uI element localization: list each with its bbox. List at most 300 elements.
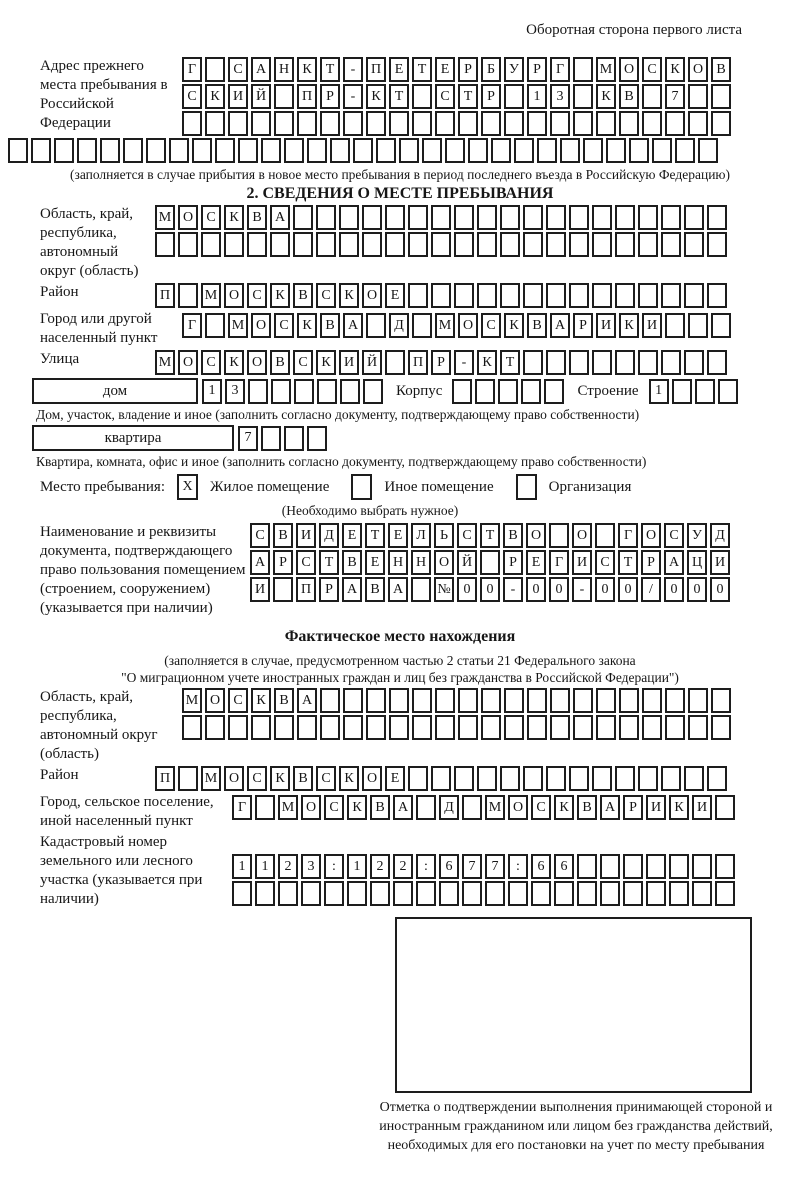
- char-cell: П: [408, 350, 428, 375]
- char-cell: Л: [411, 523, 431, 548]
- char-cell: [615, 766, 635, 791]
- char-cell: О: [572, 523, 592, 548]
- char-cell: Г: [182, 313, 202, 338]
- char-cell: [592, 766, 612, 791]
- gorod-label: Город или другой населенный пункт: [40, 311, 158, 346]
- char-cell: [684, 283, 704, 308]
- char-cell: [477, 766, 497, 791]
- fact-oblast-row-1[interactable]: [182, 688, 734, 713]
- char-cell: [251, 715, 271, 740]
- char-cell: [389, 688, 409, 713]
- prev-address-row-4[interactable]: [0, 138, 800, 163]
- char-cell: С: [247, 766, 267, 791]
- char-cell: [366, 715, 386, 740]
- char-cell: [320, 715, 340, 740]
- char-cell: [695, 379, 715, 404]
- char-cell: [523, 232, 543, 257]
- prev-address-row-2[interactable]: [182, 84, 734, 109]
- char-cell: [389, 715, 409, 740]
- char-cell: А: [600, 795, 620, 820]
- char-cell: В: [370, 795, 390, 820]
- char-cell: С: [274, 313, 294, 338]
- char-cell: [642, 715, 662, 740]
- prev-address-row-1[interactable]: [182, 57, 734, 82]
- char-cell: [339, 205, 359, 230]
- char-cell: [481, 715, 501, 740]
- doc-rows: [250, 523, 733, 602]
- char-cell: Т: [458, 84, 478, 109]
- char-cell: К: [504, 313, 524, 338]
- char-cell: [274, 84, 294, 109]
- char-cell: [454, 283, 474, 308]
- char-cell: 0: [595, 577, 615, 602]
- char-cell: [592, 205, 612, 230]
- char-cell: [715, 881, 735, 906]
- char-cell: А: [297, 688, 317, 713]
- char-cell: [408, 232, 428, 257]
- fact-gorod-block: [40, 793, 800, 831]
- char-cell: [573, 688, 593, 713]
- char-cell: С: [316, 766, 336, 791]
- char-cell: [546, 205, 566, 230]
- char-cell: [661, 350, 681, 375]
- char-cell: Р: [431, 350, 451, 375]
- char-cell: -: [503, 577, 523, 602]
- char-cell: Ь: [434, 523, 454, 548]
- char-cell: [646, 881, 666, 906]
- char-cell: 0: [618, 577, 638, 602]
- char-cell: Б: [481, 57, 501, 82]
- char-cell: С: [642, 57, 662, 82]
- char-cell: [661, 283, 681, 308]
- char-cell: С: [316, 283, 336, 308]
- char-cell: [661, 205, 681, 230]
- char-cell: [711, 688, 731, 713]
- char-cell: К: [339, 766, 359, 791]
- doc-row-3[interactable]: [250, 577, 733, 602]
- mesto-option-zhiloe-checkbox[interactable]: X: [177, 474, 198, 500]
- char-cell: Й: [362, 350, 382, 375]
- char-cell: [546, 283, 566, 308]
- char-cell: [205, 57, 225, 82]
- char-cell: №: [434, 577, 454, 602]
- fact-oblast-rows: [182, 688, 734, 740]
- char-cell: Й: [251, 84, 271, 109]
- char-cell: [475, 379, 495, 404]
- char-cell: [271, 379, 291, 404]
- char-cell: К: [366, 84, 386, 109]
- prev-address-label: Адрес прежнего места пребывания в Российской Федерации: [40, 58, 168, 131]
- char-cell: [408, 766, 428, 791]
- char-cell: К: [347, 795, 367, 820]
- char-cell: [549, 523, 569, 548]
- char-cell: [711, 313, 731, 338]
- char-cell: Г: [549, 550, 569, 575]
- char-cell: [711, 84, 731, 109]
- char-cell: С: [435, 84, 455, 109]
- char-cell: Е: [342, 523, 362, 548]
- char-cell: 6: [531, 854, 551, 879]
- char-cell: И: [710, 550, 730, 575]
- kadastr-row-2[interactable]: [232, 881, 738, 906]
- char-cell: [600, 881, 620, 906]
- char-cell: [468, 138, 488, 163]
- char-cell: [232, 881, 252, 906]
- char-cell: [431, 283, 451, 308]
- char-cell: [182, 111, 202, 136]
- char-cell: Р: [481, 84, 501, 109]
- char-cell: [317, 379, 337, 404]
- char-cell: О: [205, 688, 225, 713]
- dom-cells[interactable]: [202, 379, 386, 404]
- char-cell: Р: [273, 550, 293, 575]
- char-cell: [458, 688, 478, 713]
- char-cell: [100, 138, 120, 163]
- char-cell: Р: [320, 84, 340, 109]
- char-cell: [596, 688, 616, 713]
- char-cell: Р: [458, 57, 478, 82]
- char-cell: Г: [550, 57, 570, 82]
- char-cell: [248, 379, 268, 404]
- char-cell: С: [228, 688, 248, 713]
- char-cell: [228, 111, 248, 136]
- kadastr-row-1[interactable]: [232, 854, 738, 879]
- char-cell: [554, 881, 574, 906]
- char-cell: [615, 232, 635, 257]
- char-cell: Ц: [687, 550, 707, 575]
- char-cell: [491, 138, 511, 163]
- char-cell: [665, 111, 685, 136]
- prev-address-block: [40, 57, 800, 136]
- fact-raion-label: Район: [40, 767, 79, 783]
- char-cell: П: [155, 283, 175, 308]
- char-cell: [684, 232, 704, 257]
- char-cell: [366, 313, 386, 338]
- char-cell: [340, 379, 360, 404]
- char-cell: 7: [485, 854, 505, 879]
- fact-oblast-label: Область, край, республика, автономный округ (область): [40, 689, 158, 762]
- mesto-option-inoe-checkbox[interactable]: [351, 474, 372, 500]
- char-cell: [408, 205, 428, 230]
- char-cell: В: [711, 57, 731, 82]
- char-cell: [675, 138, 695, 163]
- char-cell: О: [362, 766, 382, 791]
- char-cell: С: [293, 350, 313, 375]
- char-cell: [412, 688, 432, 713]
- char-cell: [569, 283, 589, 308]
- char-cell: [692, 854, 712, 879]
- char-cell: [508, 881, 528, 906]
- korpus-label: Корпус: [396, 382, 443, 399]
- doc-label: Наименование и реквизиты документа, подтверждающего право пользования помещением (строением, сооружением) (указывается при наличии): [40, 524, 246, 616]
- char-cell: 0: [526, 577, 546, 602]
- char-cell: [606, 138, 626, 163]
- char-cell: 0: [664, 577, 684, 602]
- char-cell: В: [503, 523, 523, 548]
- char-cell: 6: [439, 854, 459, 879]
- fact-raion-row[interactable]: [155, 766, 730, 791]
- char-cell: [600, 854, 620, 879]
- char-cell: 1: [347, 854, 367, 879]
- gorod-block: [40, 310, 800, 348]
- char-cell: [261, 138, 281, 163]
- char-cell: С: [457, 523, 477, 548]
- char-cell: [546, 766, 566, 791]
- char-cell: С: [481, 313, 501, 338]
- char-cell: О: [362, 283, 382, 308]
- char-cell: [638, 350, 658, 375]
- char-cell: [458, 111, 478, 136]
- char-cell: Р: [623, 795, 643, 820]
- char-cell: О: [178, 205, 198, 230]
- char-cell: В: [577, 795, 597, 820]
- char-cell: М: [228, 313, 248, 338]
- char-cell: [718, 379, 738, 404]
- char-cell: [462, 881, 482, 906]
- char-cell: [684, 205, 704, 230]
- char-cell: [393, 881, 413, 906]
- char-cell: [274, 111, 294, 136]
- oblast-row-1[interactable]: [155, 205, 730, 230]
- char-cell: Д: [389, 313, 409, 338]
- char-cell: [523, 766, 543, 791]
- char-cell: [669, 854, 689, 879]
- char-cell: [573, 111, 593, 136]
- char-cell: 1: [232, 854, 252, 879]
- stroenie-label: Строение: [577, 382, 639, 399]
- char-cell: [514, 138, 534, 163]
- char-cell: [343, 111, 363, 136]
- char-cell: [688, 715, 708, 740]
- char-cell: С: [595, 550, 615, 575]
- char-cell: [577, 881, 597, 906]
- char-cell: 1: [255, 854, 275, 879]
- korpus-cells[interactable]: [452, 379, 567, 404]
- oblast-row-2[interactable]: [155, 232, 730, 257]
- fact-gorod-row[interactable]: [232, 795, 738, 820]
- char-cell: [523, 205, 543, 230]
- char-cell: М: [155, 350, 175, 375]
- prev-address-row-3[interactable]: [182, 111, 734, 136]
- char-cell: В: [273, 523, 293, 548]
- char-cell: Т: [389, 84, 409, 109]
- mesto-row: [40, 474, 800, 500]
- char-cell: [707, 766, 727, 791]
- char-cell: [54, 138, 74, 163]
- prev-address-note: (заполняется в случае прибытия в новое место пребывания в период последнего въезда в Российскую Федерацию): [69, 167, 731, 182]
- char-cell: [684, 350, 704, 375]
- char-cell: [500, 205, 520, 230]
- char-cell: М: [435, 313, 455, 338]
- char-cell: [569, 232, 589, 257]
- char-cell: [363, 379, 383, 404]
- char-cell: [688, 688, 708, 713]
- char-cell: В: [365, 577, 385, 602]
- raion-row[interactable]: [155, 283, 730, 308]
- char-cell: [293, 205, 313, 230]
- char-cell: [445, 138, 465, 163]
- char-cell: П: [296, 577, 316, 602]
- kvartira-cells[interactable]: [238, 426, 330, 451]
- char-cell: К: [224, 205, 244, 230]
- mesto-label: Место пребывания:: [40, 478, 165, 495]
- char-cell: [569, 205, 589, 230]
- char-cell: К: [297, 313, 317, 338]
- char-cell: [672, 379, 692, 404]
- char-cell: [293, 232, 313, 257]
- char-cell: [500, 283, 520, 308]
- char-cell: К: [205, 84, 225, 109]
- char-cell: [182, 715, 202, 740]
- char-cell: [615, 350, 635, 375]
- char-cell: Й: [457, 550, 477, 575]
- oblast-rows: [155, 205, 730, 257]
- char-cell: В: [274, 688, 294, 713]
- char-cell: [615, 205, 635, 230]
- char-cell: О: [688, 57, 708, 82]
- char-cell: [251, 111, 271, 136]
- char-cell: [498, 379, 518, 404]
- char-cell: [454, 205, 474, 230]
- char-cell: А: [393, 795, 413, 820]
- kvartira-box: квартира: [32, 425, 234, 451]
- char-cell: [521, 379, 541, 404]
- char-cell: [320, 111, 340, 136]
- fact-oblast-row-2[interactable]: [182, 715, 734, 740]
- char-cell: С: [250, 523, 270, 548]
- char-cell: [573, 84, 593, 109]
- char-cell: [416, 881, 436, 906]
- char-cell: [201, 232, 221, 257]
- char-cell: [527, 111, 547, 136]
- char-cell: [592, 283, 612, 308]
- char-cell: [255, 795, 275, 820]
- char-cell: А: [343, 313, 363, 338]
- kadastr-rows: [232, 854, 738, 906]
- doc-row-2[interactable]: [250, 550, 733, 575]
- char-cell: К: [297, 57, 317, 82]
- char-cell: П: [155, 766, 175, 791]
- char-cell: -: [454, 350, 474, 375]
- char-cell: [411, 577, 431, 602]
- char-cell: О: [251, 313, 271, 338]
- char-cell: [550, 111, 570, 136]
- char-cell: [31, 138, 51, 163]
- char-cell: К: [669, 795, 689, 820]
- char-cell: Р: [573, 313, 593, 338]
- char-cell: [595, 523, 615, 548]
- char-cell: [458, 715, 478, 740]
- char-cell: [362, 205, 382, 230]
- char-cell: [500, 766, 520, 791]
- char-cell: О: [178, 350, 198, 375]
- dom-box: дом: [32, 378, 198, 404]
- char-cell: [642, 688, 662, 713]
- char-cell: 7: [462, 854, 482, 879]
- char-cell: А: [251, 57, 271, 82]
- char-cell: [523, 350, 543, 375]
- char-cell: К: [270, 766, 290, 791]
- char-cell: [550, 688, 570, 713]
- char-cell: [477, 205, 497, 230]
- char-cell: /: [641, 577, 661, 602]
- char-cell: [294, 379, 314, 404]
- fact-gorod-label: Город, сельское поселение, иной населенный пункт: [40, 794, 214, 829]
- char-cell: К: [554, 795, 574, 820]
- char-cell: [527, 715, 547, 740]
- kadastr-label: Кадастровый номер земельного или лесного участка (указывается при наличии): [40, 834, 203, 907]
- dom-note: Дом, участок, владение и иное (заполнить согласно документу, подтверждающему право собственности): [36, 407, 640, 422]
- char-cell: К: [224, 350, 244, 375]
- char-cell: И: [646, 795, 666, 820]
- char-cell: У: [687, 523, 707, 548]
- char-cell: Е: [388, 523, 408, 548]
- char-cell: 6: [554, 854, 574, 879]
- char-cell: [569, 766, 589, 791]
- char-cell: [273, 577, 293, 602]
- char-cell: [297, 715, 317, 740]
- char-cell: Т: [500, 350, 520, 375]
- char-cell: [684, 766, 704, 791]
- char-cell: [347, 881, 367, 906]
- char-cell: Г: [618, 523, 638, 548]
- char-cell: [412, 715, 432, 740]
- char-cell: [454, 766, 474, 791]
- char-cell: [178, 766, 198, 791]
- char-cell: О: [301, 795, 321, 820]
- char-cell: [343, 715, 363, 740]
- factual-title: Фактическое место нахождения: [284, 628, 516, 645]
- char-cell: Е: [526, 550, 546, 575]
- char-cell: [629, 138, 649, 163]
- doc-row-1[interactable]: [250, 523, 733, 548]
- char-cell: И: [339, 350, 359, 375]
- char-cell: [523, 283, 543, 308]
- char-cell: С: [201, 350, 221, 375]
- gorod-row[interactable]: [182, 313, 734, 338]
- char-cell: [339, 232, 359, 257]
- char-cell: Д: [319, 523, 339, 548]
- char-cell: [192, 138, 212, 163]
- char-cell: [638, 766, 658, 791]
- char-cell: [592, 350, 612, 375]
- char-cell: Е: [435, 57, 455, 82]
- ulitsa-row[interactable]: [155, 350, 730, 375]
- char-cell: [366, 111, 386, 136]
- char-cell: [481, 111, 501, 136]
- char-cell: Т: [480, 523, 500, 548]
- char-cell: О: [224, 283, 244, 308]
- char-cell: В: [619, 84, 639, 109]
- char-cell: [316, 205, 336, 230]
- ulitsa-block: [40, 350, 800, 375]
- char-cell: С: [324, 795, 344, 820]
- char-cell: Е: [385, 766, 405, 791]
- char-cell: М: [182, 688, 202, 713]
- mesto-option-org-checkbox[interactable]: [516, 474, 537, 500]
- char-cell: [619, 111, 639, 136]
- char-cell: [577, 854, 597, 879]
- char-cell: А: [664, 550, 684, 575]
- char-cell: Д: [439, 795, 459, 820]
- char-cell: [320, 688, 340, 713]
- char-cell: [274, 715, 294, 740]
- char-cell: А: [342, 577, 362, 602]
- stroenie-cells[interactable]: [649, 379, 741, 404]
- char-cell: [638, 232, 658, 257]
- char-cell: О: [641, 523, 661, 548]
- char-cell: [228, 715, 248, 740]
